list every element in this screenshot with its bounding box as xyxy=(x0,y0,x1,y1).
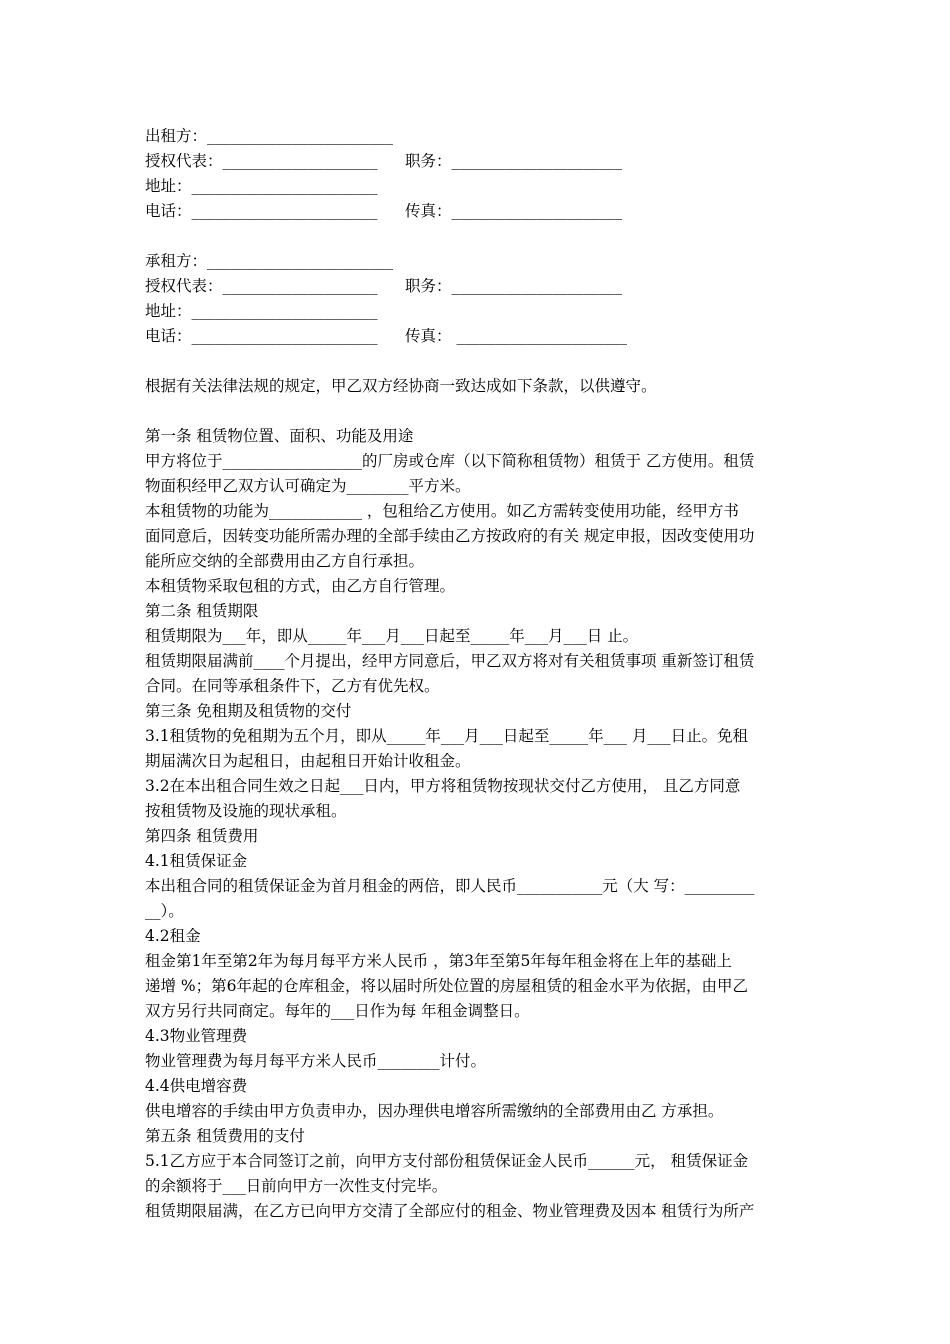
lessee-address-line xyxy=(145,299,815,324)
preamble: 根据有关法律法规的规定，甲乙双方经协商一致达成如下条款，以供遵守。 xyxy=(145,377,657,395)
body-line: 物面积经甲乙双方认可确定为________平方米。 xyxy=(145,477,471,495)
lessee-phone-line xyxy=(145,324,815,349)
body-line: 本租赁物的功能为____________ ，包租给乙方使用。如乙方需转变使用功能，经甲方书 xyxy=(145,502,739,520)
lessee-party-label: 承租方： xyxy=(145,252,208,270)
lessor-address-label: 地址： xyxy=(145,177,192,195)
body-line: 租赁期限届满前____个月提出，经甲方同意后，甲乙双方将对有关租赁事项 重新签订租赁 xyxy=(145,652,755,670)
contract-body xyxy=(145,424,815,1224)
lessor-title-label: 职务： xyxy=(405,152,452,170)
lessee-rep-label: 授权代表： xyxy=(145,277,223,295)
lessor-party-line xyxy=(145,124,815,149)
lessor-rep-line xyxy=(145,149,815,174)
lessor-rep-blank: ____________________ xyxy=(222,152,378,170)
body-line: 4.2租金 xyxy=(145,927,201,945)
lessor-phone-line xyxy=(145,199,815,224)
body-line: 4.1租赁保证金 xyxy=(145,852,248,870)
lessee-address-label: 地址： xyxy=(145,302,192,320)
spacer xyxy=(145,349,815,374)
body-line: 能所应交纳的全部费用由乙方自行承担。 xyxy=(145,552,425,570)
body-line: 租金第1年至第2年为每月每平方米人民币 ，第3年至第5年每年租金将在上年的基础上 xyxy=(145,952,732,970)
body-line: 第四条 租赁费用 xyxy=(145,827,259,845)
body-line: __）。 xyxy=(145,902,184,920)
body-line: 本出租合同的租赁保证金为首月租金的两倍，即人民币___________元（大 写：_________ xyxy=(145,877,755,895)
lessee-title-label: 职务： xyxy=(405,277,452,295)
lessor-title-blank: ______________________ xyxy=(451,152,623,170)
body-line: 第一条 租赁物位置、面积、功能及用途 xyxy=(145,427,414,445)
lessee-address-blank: ________________________ xyxy=(191,302,378,320)
lessee-title-field xyxy=(405,274,622,299)
lessee-phone-label: 电话： xyxy=(145,327,192,345)
body-line: 双方另行共同商定。每年的___日作为每 年租金调整日。 xyxy=(145,1002,530,1020)
lessor-party-label: 出租方： xyxy=(145,127,208,145)
body-line: 按租赁物及设施的现状承租。 xyxy=(145,802,347,820)
body-line: 4.3物业管理费 xyxy=(145,1027,248,1045)
body-line: 租赁期限届满，在乙方已向甲方交清了全部应付的租金、物业管理费及因本 租赁行为所产 xyxy=(145,1202,755,1220)
lessee-fax-label: 传真： xyxy=(405,327,452,345)
lessee-title-blank: ______________________ xyxy=(451,277,623,295)
body-line: 4.4供电增容费 xyxy=(145,1077,248,1095)
body-line: 物业管理费为每月每平方米人民币________计付。 xyxy=(145,1052,487,1070)
body-line: 5.1乙方应于本合同签订之前，向甲方支付部份租赁保证金人民币______元， 租赁保证金 xyxy=(145,1152,749,1170)
lessor-address-line xyxy=(145,174,815,199)
lessor-rep-label: 授权代表： xyxy=(145,152,223,170)
lessee-fax-blank: ______________________ xyxy=(451,327,627,345)
spacer xyxy=(145,224,815,249)
body-line: 第五条 租赁费用的支付 xyxy=(145,1127,305,1145)
lessee-rep-line xyxy=(145,274,815,299)
body-line: 的余额将于___日前向甲方一次性支付完毕。 xyxy=(145,1177,448,1195)
contract-page xyxy=(145,124,815,1224)
lessor-phone-label: 电话： xyxy=(145,202,192,220)
body-line: 第三条 免租期及租赁物的交付 xyxy=(145,702,352,720)
lessor-fax-blank: ______________________ xyxy=(451,202,623,220)
lessor-fax-field xyxy=(405,199,622,224)
body-line: 递增 %；第6年起的仓库租金，将以届时所处位置的房屋租赁的租金水平为依据，由甲乙 xyxy=(145,977,749,995)
body-line: 3.1租赁物的免租期为五个月，即从_____年___月___日起至_____年___ 月___日止。免租 xyxy=(145,727,749,745)
lessee-party-blank: ________________________ xyxy=(207,252,394,270)
body-line: 供电增容的手续由甲方负责申办，因办理供电增容所需缴纳的全部费用由乙 方承担。 xyxy=(145,1102,724,1120)
lessee-fax-field xyxy=(405,324,627,349)
body-line: 第二条 租赁期限 xyxy=(145,602,259,620)
body-line: 本租赁物采取包租的方式，由乙方自行管理。 xyxy=(145,577,456,595)
lessor-fax-label: 传真： xyxy=(405,202,452,220)
body-line: 期届满次日为起租日，由起租日开始计收租金。 xyxy=(145,752,471,770)
body-line: 面同意后，因转变功能所需办理的全部手续由乙方按政府的有关 规定申报，因改变使用功 xyxy=(145,527,755,545)
body-line: 租赁期限为___年，即从_____年___月___日起至_____年___月___日 止。 xyxy=(145,627,639,645)
body-line: 3.2在本出租合同生效之日起___日内，甲方将租赁物按现状交付乙方使用， 且乙方同意 xyxy=(145,777,741,795)
lessor-title-field xyxy=(405,149,622,174)
lessor-party-blank: ________________________ xyxy=(207,127,394,145)
lessor-address-blank: ________________________ xyxy=(191,177,378,195)
lessee-rep-blank: ____________________ xyxy=(222,277,378,295)
lessee-party-line xyxy=(145,249,815,274)
body-line: 甲方将位于__________________的厂房或仓库（以下简称租赁物）租赁于 乙方使用。租赁 xyxy=(145,452,755,470)
lessee-phone-blank: ________________________ xyxy=(191,327,378,345)
body-line: 合同。在同等承租条件下，乙方有优先权。 xyxy=(145,677,440,695)
lessor-phone-blank: ________________________ xyxy=(191,202,378,220)
spacer xyxy=(145,399,815,424)
